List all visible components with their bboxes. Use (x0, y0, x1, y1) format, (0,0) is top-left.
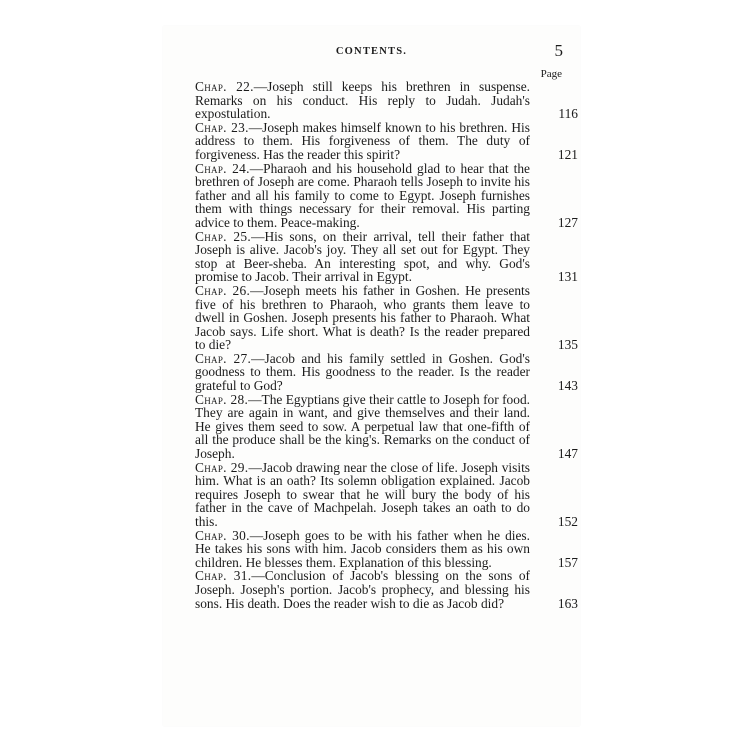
entry-summary: —His sons, on their arrival, tell their father that Joseph is alive. Jacob's joy. They all set out for Egypt. They stop at Beer-sheba. An interesting spot, and why. God's promise to Jacob. Their arrival in Egypt. (195, 228, 530, 285)
entry-text (195, 569, 530, 610)
entry-page-number: 147 (557, 446, 578, 462)
entry-summary: —Conclusion of Jacob's blessing on the sons of Joseph. Joseph's portion. Jacob's prophecy, and blessing his sons. His death. Does the reader wish to die as Jacob did? (195, 568, 530, 611)
page-title: CONTENTS. (335, 46, 408, 57)
entry-summary: —Joseph goes to be with his father when he dies. He takes his sons with him. Jacob considers them as his own children. He blesses them. Explanation of this blessing. (195, 527, 530, 570)
entry-text (195, 230, 530, 284)
chapter-label: Chap. 24. (195, 160, 250, 176)
chapter-label: Chap. 29. (195, 459, 249, 475)
entry-summary: —Joseph makes himself known to his brethren. His address to them. His forgiveness of them. The duty of forgiveness. Has the reader this spirit? (195, 119, 530, 162)
entry-text (195, 529, 530, 570)
entry-summary: —Jacob drawing near the close of life. Joseph visits him. What is an oath? Its solemn obligation explained. Jacob requires Joseph to swear that he will bury the body of his father in the cave of Machpelah. Joseph takes an oath to do this. (195, 459, 530, 529)
entry-text (195, 284, 530, 352)
entry-text (195, 352, 530, 393)
entry-page-number: 163 (557, 595, 578, 611)
contents-entry (195, 529, 578, 570)
entry-text (195, 393, 530, 461)
entry-summary: —The Egyptians give their cattle to Joseph for food. They are again in want, and give themselves and their land. He gives them seed to sow. A perpetual law that one-fifth of all the produce shall be the king's. Remarks on the conduct of Joseph. (195, 391, 530, 462)
book-page (163, 26, 580, 726)
entry-page-number: 135 (557, 337, 578, 353)
entry-page-number: 116 (558, 106, 578, 122)
entry-page-number: 127 (557, 214, 578, 230)
entry-summary: —Joseph still keeps his brethren in suspense. Remarks on his conduct. His reply to Judah. Judah's expostulation. (195, 79, 530, 122)
page-number: 5 (554, 41, 563, 60)
contents-entry (195, 284, 578, 352)
contents-entry (195, 162, 578, 230)
contents-entry (195, 80, 578, 121)
chapter-label: Chap. 22. (195, 79, 254, 94)
chapter-label: Chap. 26. (195, 282, 251, 298)
chapter-label: Chap. 25. (195, 228, 252, 244)
chapter-label: Chap. 31. (195, 568, 252, 584)
contents-entry (195, 393, 578, 461)
entry-text (195, 461, 530, 529)
contents-list (195, 80, 578, 610)
entry-page-number: 143 (557, 378, 578, 394)
entry-text (195, 80, 530, 121)
chapter-label: Chap. 28. (195, 391, 249, 407)
chapter-label: Chap. 23. (195, 119, 249, 135)
entry-page-number: 121 (557, 146, 578, 162)
contents-entry (195, 121, 578, 162)
entry-summary: —Pharaoh and his household glad to hear that the brethren of Joseph are come. Pharaoh tells Joseph to invite his father and all his family to come to Egypt. Joseph furnishes them with things necessary for their removal. His parting advice to them. Peace-making. (195, 160, 530, 230)
entry-page-number: 131 (557, 269, 578, 285)
contents-entry (195, 461, 578, 529)
entry-summary: —Jacob and his family settled in Goshen. God's goodness to them. His goodness to the reader. Is the reader grateful to God? (195, 350, 530, 394)
contents-entry (195, 569, 578, 610)
entry-summary: —Joseph meets his father in Goshen. He presents five of his brethren to Pharaoh, who grants them leave to dwell in Goshen. Joseph presents his father to Pharaoh. What Jacob says. Life short. What is death? Is the reader prepared to die? (195, 282, 530, 353)
chapter-label: Chap. 27. (195, 350, 252, 366)
entry-page-number: 157 (557, 554, 578, 570)
entry-text (195, 162, 530, 230)
chapter-label: Chap. 30. (195, 527, 250, 543)
entry-page-number: 152 (557, 514, 578, 529)
page-column-label: Page (540, 68, 562, 80)
contents-entry (195, 352, 578, 393)
contents-entry (195, 230, 578, 284)
entry-text (195, 121, 530, 162)
